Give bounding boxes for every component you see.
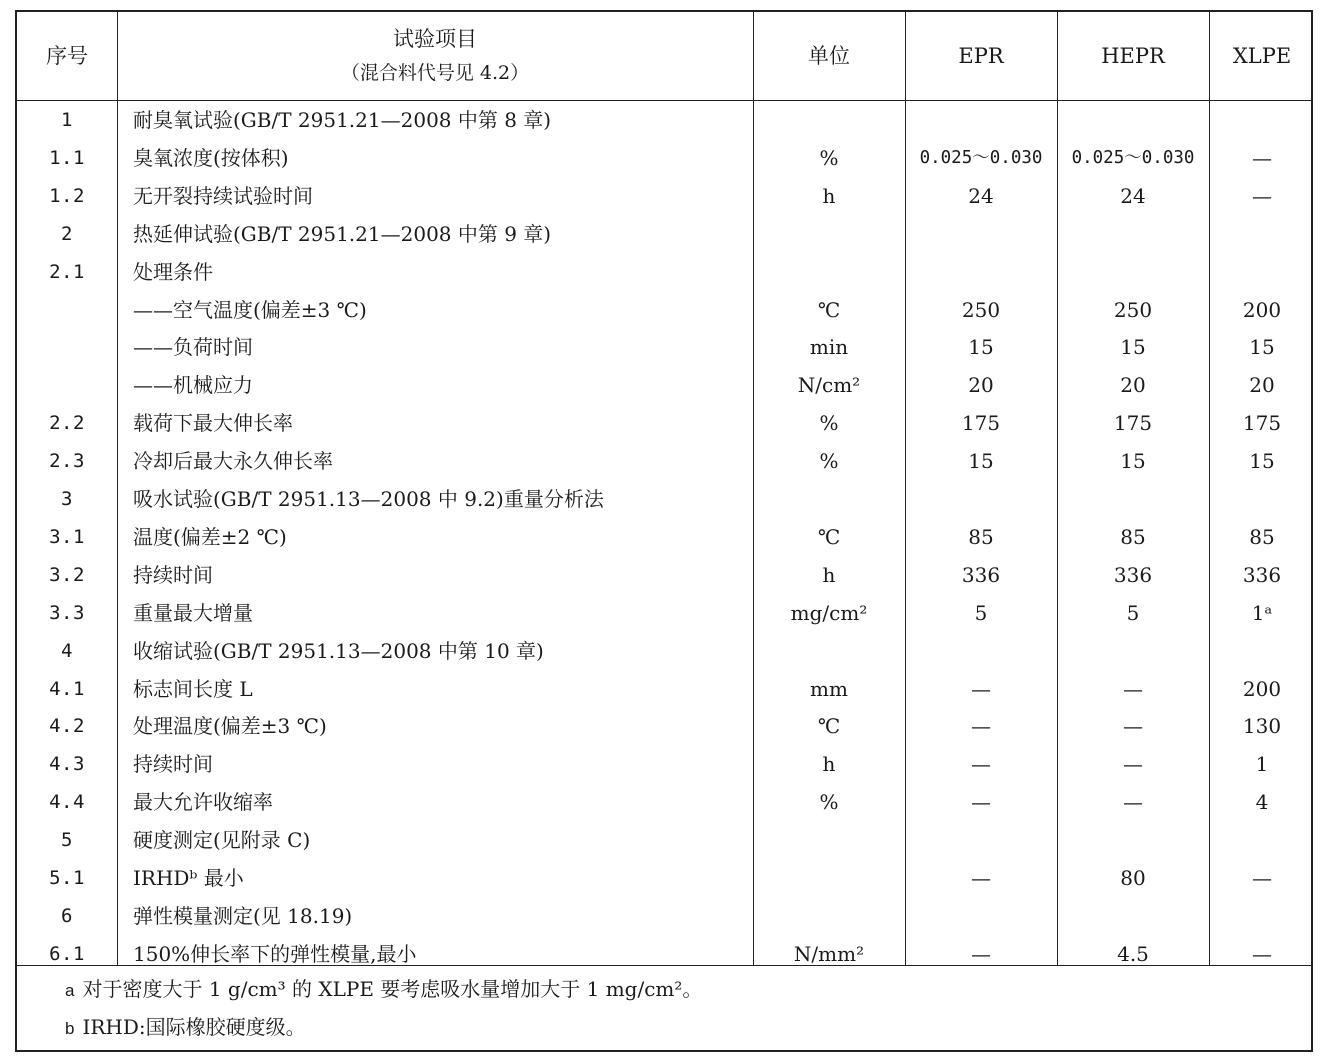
cell-xlpe	[1209, 898, 1315, 936]
cell-unit: h	[822, 752, 836, 777]
cell-item: ——空气温度(偏差±3 ℃)	[133, 297, 367, 322]
cell-epr: —	[971, 714, 991, 739]
cell-hepr: 24	[1120, 183, 1146, 208]
cell-no: 3.2	[49, 563, 85, 586]
cell-item: 收缩试验(GB/T 2951.13—2008 中第 10 章)	[133, 638, 544, 663]
table-row	[17, 519, 1311, 557]
cell-hepr	[1057, 254, 1209, 292]
table-row	[17, 292, 1311, 330]
cell-item: 热延伸试验(GB/T 2951.21—2008 中第 9 章)	[133, 221, 552, 246]
cell-item: 持续时间	[133, 752, 213, 777]
cell-epr: 15	[968, 449, 994, 474]
cell-item: ——机械应力	[133, 373, 253, 398]
table-row	[17, 860, 1311, 898]
table-row	[17, 329, 1311, 367]
cell-no	[17, 367, 117, 405]
footnote-mark: b	[65, 1019, 75, 1038]
cell-unit: ℃	[817, 524, 841, 549]
header-item-note: （混合料代号见 4.2）	[340, 62, 530, 84]
cell-hepr: 336	[1113, 562, 1153, 587]
cell-xlpe	[1209, 216, 1315, 254]
cell-unit	[753, 216, 905, 254]
cell-epr: 5	[974, 600, 988, 625]
cell-xlpe: 1ᵃ	[1251, 600, 1273, 625]
cell-unit: %	[819, 449, 839, 474]
cell-epr	[905, 633, 1057, 671]
header-item-title: 试验项目	[392, 27, 477, 51]
cell-no	[17, 292, 117, 330]
cell-epr: 336	[961, 562, 1001, 587]
cell-xlpe: 15	[1249, 449, 1275, 474]
cell-unit	[753, 481, 905, 519]
table-row	[17, 443, 1311, 481]
header-epr: EPR	[958, 44, 1004, 68]
cell-item: 无开裂持续试验时间	[133, 183, 313, 208]
cell-epr	[905, 216, 1057, 254]
table-row	[17, 936, 1311, 974]
cell-epr: 20	[968, 373, 994, 398]
cell-item: 温度(偏差±2 ℃)	[133, 524, 287, 549]
cell-no	[17, 329, 117, 367]
table-row	[17, 178, 1311, 216]
header-xlpe: XLPE	[1232, 44, 1292, 68]
footnote-b	[65, 1011, 306, 1040]
cell-hepr: 80	[1120, 866, 1146, 890]
cell-no: 1	[61, 109, 73, 131]
cell-item: 吸水试验(GB/T 2951.13—2008 中 9.2)重量分析法	[133, 487, 604, 511]
cell-hepr: 20	[1120, 373, 1146, 398]
cell-hepr: 5	[1126, 600, 1140, 625]
cell-xlpe: 15	[1249, 335, 1275, 360]
cell-hepr: —	[1123, 790, 1143, 815]
cell-no: 1.1	[49, 146, 85, 169]
cell-epr: 250	[961, 297, 1001, 322]
table-row	[17, 481, 1311, 519]
notes-divider	[17, 965, 1311, 966]
header-test-item	[117, 12, 753, 100]
cell-xlpe	[1209, 481, 1315, 519]
cell-hepr	[1057, 898, 1209, 936]
cell-no: 5.1	[49, 867, 85, 889]
cell-xlpe: —	[1252, 183, 1272, 208]
cell-xlpe: 200	[1242, 297, 1282, 322]
cell-no: 2.2	[49, 412, 85, 435]
table-row	[17, 367, 1311, 405]
cell-epr	[905, 481, 1057, 519]
cell-item: 持续时间	[133, 562, 213, 587]
cell-hepr	[1057, 633, 1209, 671]
cell-no: 3.1	[49, 525, 85, 548]
cell-unit: %	[819, 145, 839, 170]
cell-xlpe: 200	[1242, 676, 1282, 701]
cell-no: 6.1	[49, 942, 85, 965]
cell-unit: h	[822, 183, 836, 208]
cell-item: 重量最大增量	[133, 600, 253, 625]
cell-item: IRHDᵇ 最小	[133, 866, 244, 890]
footnote-text: 对于密度大于 1 g/cm³ 的 XLPE 要考虑吸水量增加大于 1 mg/cm²。	[82, 977, 703, 1001]
cell-xlpe: 4	[1255, 790, 1269, 815]
cell-hepr	[1057, 216, 1209, 254]
cell-hepr: —	[1123, 752, 1143, 777]
cell-hepr: —	[1123, 714, 1143, 739]
table-row	[17, 140, 1311, 178]
table-row	[17, 557, 1311, 595]
cell-epr: 15	[968, 335, 994, 360]
cell-item: 硬度测定(见附录 C)	[133, 828, 311, 853]
cell-item: 冷却后最大永久伸长率	[133, 449, 333, 474]
cell-hepr	[1057, 822, 1209, 860]
cell-unit	[753, 102, 905, 140]
cell-no: 4.1	[49, 677, 85, 700]
cell-item: 150%伸长率下的弹性模量,最小	[133, 941, 417, 966]
cell-unit	[753, 822, 905, 860]
cell-hepr: —	[1123, 676, 1143, 701]
cell-xlpe	[1209, 102, 1315, 140]
cell-no: 5	[61, 829, 73, 852]
cell-unit: min	[809, 335, 849, 360]
footnote-mark: a	[65, 981, 75, 1000]
cell-hepr: 4.5	[1117, 941, 1149, 966]
cell-xlpe: 20	[1249, 373, 1275, 398]
cell-epr: 85	[968, 524, 994, 549]
cell-unit: ℃	[817, 297, 841, 322]
cell-hepr: 85	[1120, 524, 1146, 549]
header-no: 序号	[46, 44, 88, 68]
header-divider	[17, 100, 1311, 101]
cell-epr: 0.025～0.030	[919, 147, 1043, 168]
cell-hepr	[1057, 481, 1209, 519]
table-row	[17, 898, 1311, 936]
cell-item: 弹性模量测定(见 18.19)	[133, 903, 353, 928]
cell-no: 2.3	[49, 450, 85, 473]
cell-hepr: 15	[1120, 449, 1146, 474]
cell-unit	[753, 898, 905, 936]
table-row	[17, 671, 1311, 709]
cell-epr: —	[971, 941, 991, 966]
cell-no: 3	[61, 488, 73, 510]
footnote-text: IRHD:国际橡胶硬度级。	[82, 1015, 306, 1039]
cell-item: ——负荷时间	[133, 335, 253, 360]
cell-epr	[905, 254, 1057, 292]
cell-xlpe: 175	[1242, 411, 1282, 436]
table-row	[17, 822, 1311, 860]
spec-table	[15, 10, 1313, 1052]
cell-hepr: 250	[1113, 297, 1153, 322]
header-hepr: HEPR	[1101, 44, 1165, 68]
cell-unit	[753, 254, 905, 292]
cell-item: 臭氧浓度(按体积)	[133, 145, 289, 170]
cell-no: 3.3	[49, 601, 85, 624]
cell-unit: %	[819, 790, 839, 815]
cell-xlpe: 336	[1242, 562, 1282, 587]
cell-epr	[905, 822, 1057, 860]
cell-item: 处理温度(偏差±3 ℃)	[133, 714, 327, 739]
cell-no: 4.3	[49, 753, 85, 776]
cell-item: 标志间长度 L	[133, 676, 253, 701]
cell-no: 1.2	[49, 184, 85, 207]
cell-epr: 175	[961, 411, 1001, 436]
cell-unit	[753, 860, 905, 898]
cell-xlpe	[1209, 254, 1315, 292]
cell-unit: h	[822, 562, 836, 587]
cell-no: 6	[61, 904, 73, 927]
cell-unit	[753, 633, 905, 671]
cell-epr	[905, 898, 1057, 936]
cell-item: 耐臭氧试验(GB/T 2951.21—2008 中第 8 章)	[133, 108, 552, 132]
cell-unit: N/mm²	[793, 941, 865, 966]
cell-xlpe: —	[1252, 145, 1272, 170]
cell-epr	[905, 102, 1057, 140]
table-row	[17, 216, 1311, 254]
cell-unit: mm	[810, 676, 848, 701]
cell-xlpe: —	[1252, 941, 1272, 966]
cell-hepr: 0.025～0.030	[1071, 147, 1195, 168]
cell-no: 4	[61, 639, 73, 662]
cell-unit: %	[819, 411, 839, 436]
table-row	[17, 746, 1311, 784]
cell-no: 4.2	[49, 715, 85, 738]
table-row	[17, 595, 1311, 633]
cell-epr: —	[971, 676, 991, 701]
cell-xlpe	[1209, 822, 1315, 860]
cell-hepr: 175	[1113, 411, 1153, 436]
cell-item: 处理条件	[133, 259, 213, 284]
table-row	[17, 633, 1311, 671]
cell-xlpe: —	[1252, 866, 1272, 890]
header-unit: 单位	[808, 44, 850, 68]
footnote-a	[65, 973, 702, 1002]
cell-xlpe	[1209, 633, 1315, 671]
table-row	[17, 784, 1311, 822]
table-row	[17, 102, 1311, 140]
cell-no: 2.1	[49, 260, 85, 283]
cell-no: 4.4	[49, 791, 85, 814]
table-row	[17, 254, 1311, 292]
cell-epr: —	[971, 752, 991, 777]
cell-unit: mg/cm²	[790, 600, 868, 625]
cell-epr: 24	[968, 183, 994, 208]
cell-unit: ℃	[817, 714, 841, 739]
table-row	[17, 405, 1311, 443]
cell-epr: —	[971, 866, 991, 890]
cell-item: 载荷下最大伸长率	[133, 411, 293, 436]
cell-xlpe: 130	[1242, 714, 1282, 739]
cell-hepr: 15	[1120, 335, 1146, 360]
cell-hepr	[1057, 102, 1209, 140]
cell-unit: N/cm²	[797, 373, 861, 398]
cell-item: 最大允许收缩率	[133, 790, 273, 815]
table-row	[17, 708, 1311, 746]
cell-epr: —	[971, 790, 991, 815]
cell-xlpe: 85	[1249, 524, 1275, 549]
cell-no: 2	[61, 222, 73, 245]
cell-xlpe: 1	[1255, 752, 1269, 777]
